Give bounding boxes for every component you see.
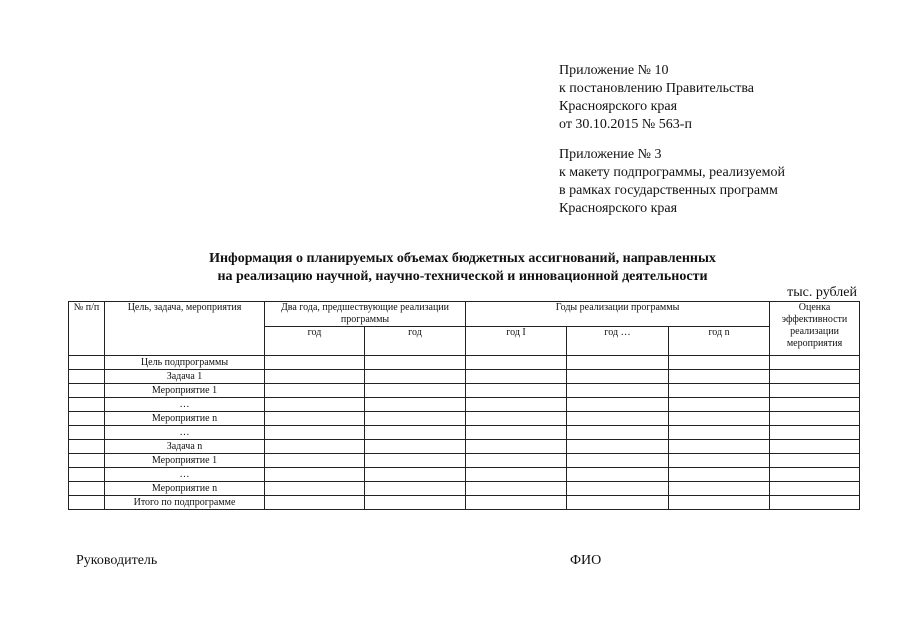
table-cell — [770, 370, 860, 384]
table-cell — [265, 412, 365, 426]
table-cell — [466, 426, 567, 440]
table-row — [69, 426, 860, 440]
table-cell — [567, 482, 669, 496]
table-cell — [567, 426, 669, 440]
table-cell — [567, 440, 669, 454]
table-cell — [365, 412, 466, 426]
subheader-year-1: год I — [466, 327, 567, 356]
table-cell — [770, 482, 860, 496]
table-cell — [669, 370, 770, 384]
annex-3-line: Приложение № 3 — [559, 147, 662, 162]
table-cell — [669, 356, 770, 370]
table-row — [69, 412, 860, 426]
fio-label: ФИО — [570, 553, 602, 568]
row-label: Цель подпрограммы — [105, 356, 265, 370]
table-cell — [669, 398, 770, 412]
annex-3-block — [559, 146, 785, 218]
header-number: № п/п — [69, 302, 105, 356]
table-cell — [466, 468, 567, 482]
table-cell — [770, 412, 860, 426]
table-cell — [265, 454, 365, 468]
table-cell — [770, 356, 860, 370]
annex-10-line: от 30.10.2015 № 563-п — [559, 117, 692, 132]
table-cell — [365, 356, 466, 370]
table-cell — [265, 440, 365, 454]
table-cell — [365, 426, 466, 440]
subheader-prev-year: год — [265, 327, 365, 356]
table-row — [69, 356, 860, 370]
table-cell — [567, 356, 669, 370]
table-cell — [466, 496, 567, 510]
table-cell — [69, 482, 105, 496]
annex-3-line: к макету подпрограммы, реализуемой — [559, 165, 785, 180]
header-previous-years: Два года, предшествующие реализации программы — [265, 302, 466, 327]
table-cell — [567, 384, 669, 398]
table-cell — [265, 384, 365, 398]
table-cell — [265, 468, 365, 482]
table-cell — [69, 370, 105, 384]
table-cell — [265, 398, 365, 412]
table-cell — [69, 412, 105, 426]
table-cell — [265, 496, 365, 510]
row-label-total: Итого по подпрограмме — [105, 496, 265, 510]
table-cell — [69, 426, 105, 440]
head-signature-label: Руководитель — [76, 553, 158, 568]
row-label: Мероприятие 1 — [105, 384, 265, 398]
table-cell — [770, 496, 860, 510]
table-cell — [365, 496, 466, 510]
table-cell — [365, 398, 466, 412]
table-cell — [69, 384, 105, 398]
row-label: Мероприятие n — [105, 482, 265, 496]
table-row — [69, 398, 860, 412]
table-cell — [365, 440, 466, 454]
table-header-row — [69, 302, 860, 327]
table-cell — [466, 412, 567, 426]
table-cell — [466, 482, 567, 496]
annex-10-line: к постановлению Правительства — [559, 81, 755, 96]
table-cell — [669, 426, 770, 440]
table-cell — [770, 384, 860, 398]
row-label: … — [105, 398, 265, 412]
table-row — [69, 454, 860, 468]
table-cell — [466, 454, 567, 468]
header-program-years: Годы реализации программы — [466, 302, 770, 327]
table-cell — [69, 398, 105, 412]
units-label: тыс. рублей — [787, 285, 857, 300]
table-cell — [669, 496, 770, 510]
row-label: Задача 1 — [105, 370, 265, 384]
table-cell — [466, 370, 567, 384]
subheader-year-n: год n — [669, 327, 770, 356]
subheader-year-dots: год … — [567, 327, 669, 356]
table-cell — [669, 482, 770, 496]
row-label: … — [105, 468, 265, 482]
table-cell — [265, 426, 365, 440]
table-cell — [69, 454, 105, 468]
table-cell — [265, 370, 365, 384]
annex-10-line: Приложение № 10 — [559, 63, 669, 78]
table-cell — [265, 356, 365, 370]
table-cell — [69, 356, 105, 370]
table-cell — [669, 384, 770, 398]
table-cell — [466, 440, 567, 454]
table-cell — [466, 384, 567, 398]
annex-10-block — [559, 62, 754, 134]
table-cell — [567, 370, 669, 384]
table-cell — [69, 440, 105, 454]
table-cell — [567, 454, 669, 468]
table-cell — [770, 454, 860, 468]
row-label: Задача n — [105, 440, 265, 454]
table-row — [69, 370, 860, 384]
subheader-prev-year: год — [365, 327, 466, 356]
table-row — [69, 482, 860, 496]
table-cell — [365, 384, 466, 398]
header-goal: Цель, задача, мероприятия — [105, 302, 265, 356]
table-cell — [567, 468, 669, 482]
table-cell — [69, 496, 105, 510]
budget-table — [68, 301, 860, 510]
table-row — [69, 440, 860, 454]
table-cell — [265, 482, 365, 496]
header-efficiency: Оценка эффективности реализации мероприятия — [770, 302, 860, 356]
table-cell — [770, 398, 860, 412]
row-label: Мероприятие n — [105, 412, 265, 426]
table-cell — [770, 468, 860, 482]
table-cell — [567, 398, 669, 412]
row-label: … — [105, 426, 265, 440]
table-cell — [669, 412, 770, 426]
table-cell — [466, 398, 567, 412]
table-cell — [669, 468, 770, 482]
document-title — [0, 250, 905, 286]
table-cell — [365, 468, 466, 482]
table-row — [69, 496, 860, 510]
row-label: Мероприятие 1 — [105, 454, 265, 468]
table-cell — [669, 440, 770, 454]
table-cell — [770, 440, 860, 454]
title-line: на реализацию научной, научно-технической и инновационной деятельности — [217, 269, 708, 284]
table-row — [69, 468, 860, 482]
table-cell — [567, 412, 669, 426]
title-line: Информация о планируемых объемах бюджетных ассигнований, направленных — [209, 251, 716, 266]
table-cell — [69, 468, 105, 482]
table-row — [69, 384, 860, 398]
table-cell — [365, 370, 466, 384]
table-cell — [567, 496, 669, 510]
table-cell — [466, 356, 567, 370]
table-cell — [669, 454, 770, 468]
table-cell — [365, 482, 466, 496]
table-cell — [770, 426, 860, 440]
annex-3-line: в рамках государственных программ — [559, 183, 778, 198]
annex-10-line: Красноярского края — [559, 99, 678, 114]
annex-3-line: Красноярского края — [559, 201, 678, 216]
table-cell — [365, 454, 466, 468]
